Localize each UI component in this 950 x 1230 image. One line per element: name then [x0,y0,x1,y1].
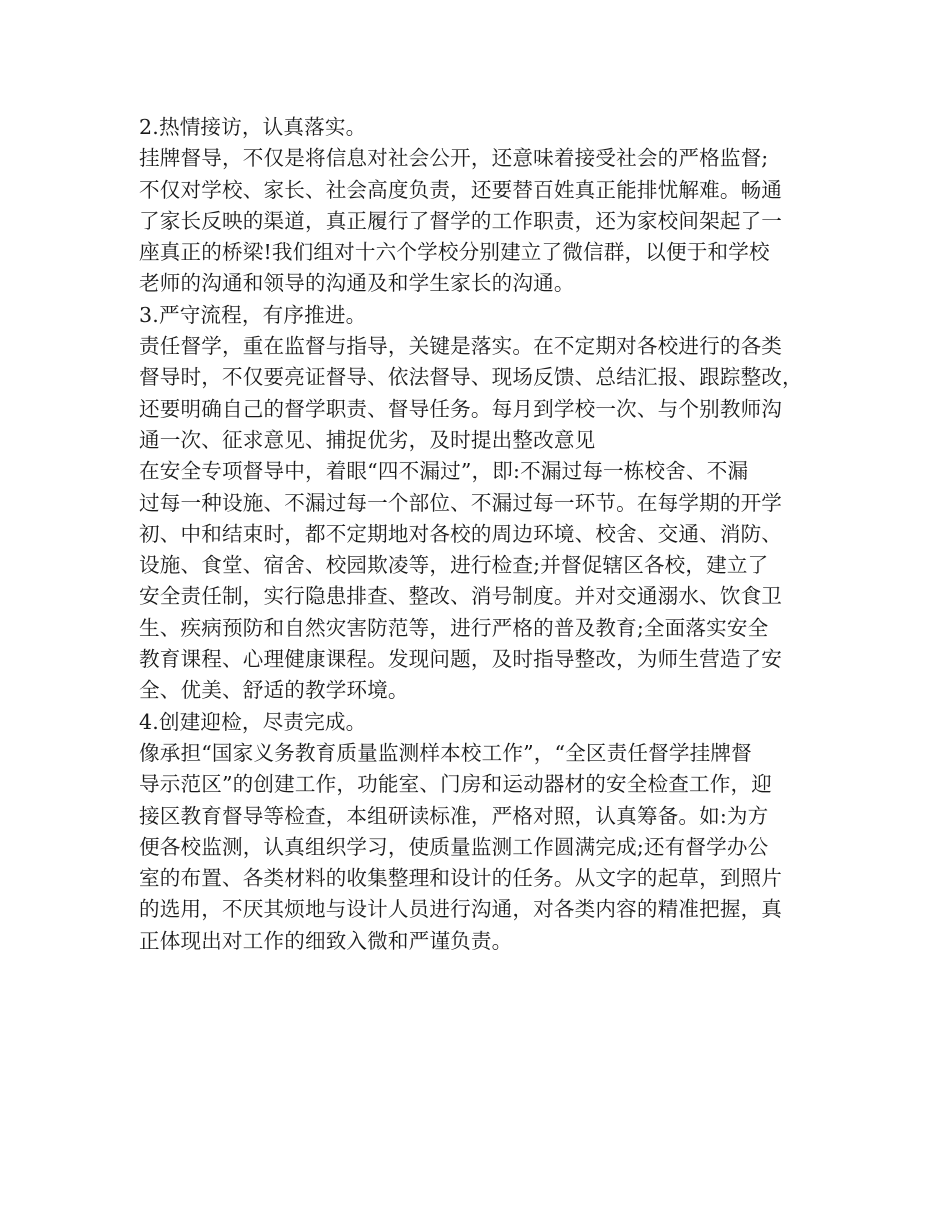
document-body [139,112,829,957]
paragraph-line: 生、疾病预防和自然灾害防范等，进行严格的普及教育;全面落实安全 [139,615,769,640]
paragraph-line: 了家长反映的渠道，真正履行了督学的工作职责，还为家校间架起了一 [139,208,783,233]
paragraph-line: 室的布置、各类材料的收集整理和设计的任务。从文字的起草，到照片 [139,866,783,891]
paragraph-line: 接区教育督导等检查，本组研读标准，严格对照，认真筹备。如:为方 [139,803,769,828]
paragraph-line: 初、中和结束时，都不定期地对各校的周边环境、校舍、交通、消防、 [139,521,783,546]
paragraph-line: 责任督学，重在监督与指导，关键是落实。在不定期对各校进行的各类 [139,334,783,359]
paragraph-line: 还要明确自己的督学职责、督导任务。每月到学校一次、与个别教师沟 [139,396,783,421]
paragraph-line: 像承担“国家义务教育质量监测样本校工作”，“全区责任督学挂牌督 [139,740,752,765]
paragraph-line: 过每一种设施、不漏过每一个部位、不漏过每一环节。在每学期的开学 [139,490,783,515]
paragraph-line: 在安全专项督导中，着眼“四不漏过”，即:不漏过每一栋校舍、不漏 [139,459,749,484]
paragraph-line: 座真正的桥梁!我们组对十六个学校分别建立了微信群，以便于和学校 [139,240,770,265]
paragraph-line: 便各校监测，认真组织学习，使质量监测工作圆满完成;还有督学办公 [139,834,769,859]
section-heading-2: 2.热情接访，认真落实。 [139,115,367,139]
paragraph-line: 导示范区”的创建工作，功能室、门房和运动器材的安全检查工作，迎 [139,772,772,797]
paragraph-line: 正体现出对工作的细致入微和严谨负责。 [139,928,513,953]
section-heading-3: 3.严守流程，有序推进。 [139,302,367,327]
paragraph-line: 全、优美、舒适的教学环境。 [139,678,409,703]
paragraph-line: 老师的沟通和领导的沟通及和学生家长的沟通。 [139,271,575,296]
section-heading-4: 4.创建迎检，尽责完成。 [139,709,367,734]
paragraph-line: 的选用，不厌其烦地与设计人员进行沟通，对各类内容的精准把握，真 [139,897,783,922]
paragraph-line: 督导时，不仅要亮证督导、依法督导、现场反馈、总结汇报、跟踪整改， [139,365,803,390]
paragraph-line: 不仅对学校、家长、社会高度负责，还要替百姓真正能排忧解难。畅通 [139,177,783,202]
paragraph-line: 设施、食堂、宿舍、校园欺凌等，进行检查;并督促辖区各校，建立了 [139,553,769,578]
paragraph-line: 通一次、征求意见、捕捉优劣，及时提出整改意见 [139,427,596,452]
paragraph-line: 教育课程、心理健康课程。发现问题，及时指导整改，为师生营造了安 [139,647,783,672]
paragraph-line: 挂牌督导，不仅是将信息对社会公开，还意味着接受社会的严格监督; [139,146,769,171]
paragraph-line: 安全责任制，实行隐患排查、整改、消号制度。并对交通溺水、饮食卫 [139,584,783,609]
